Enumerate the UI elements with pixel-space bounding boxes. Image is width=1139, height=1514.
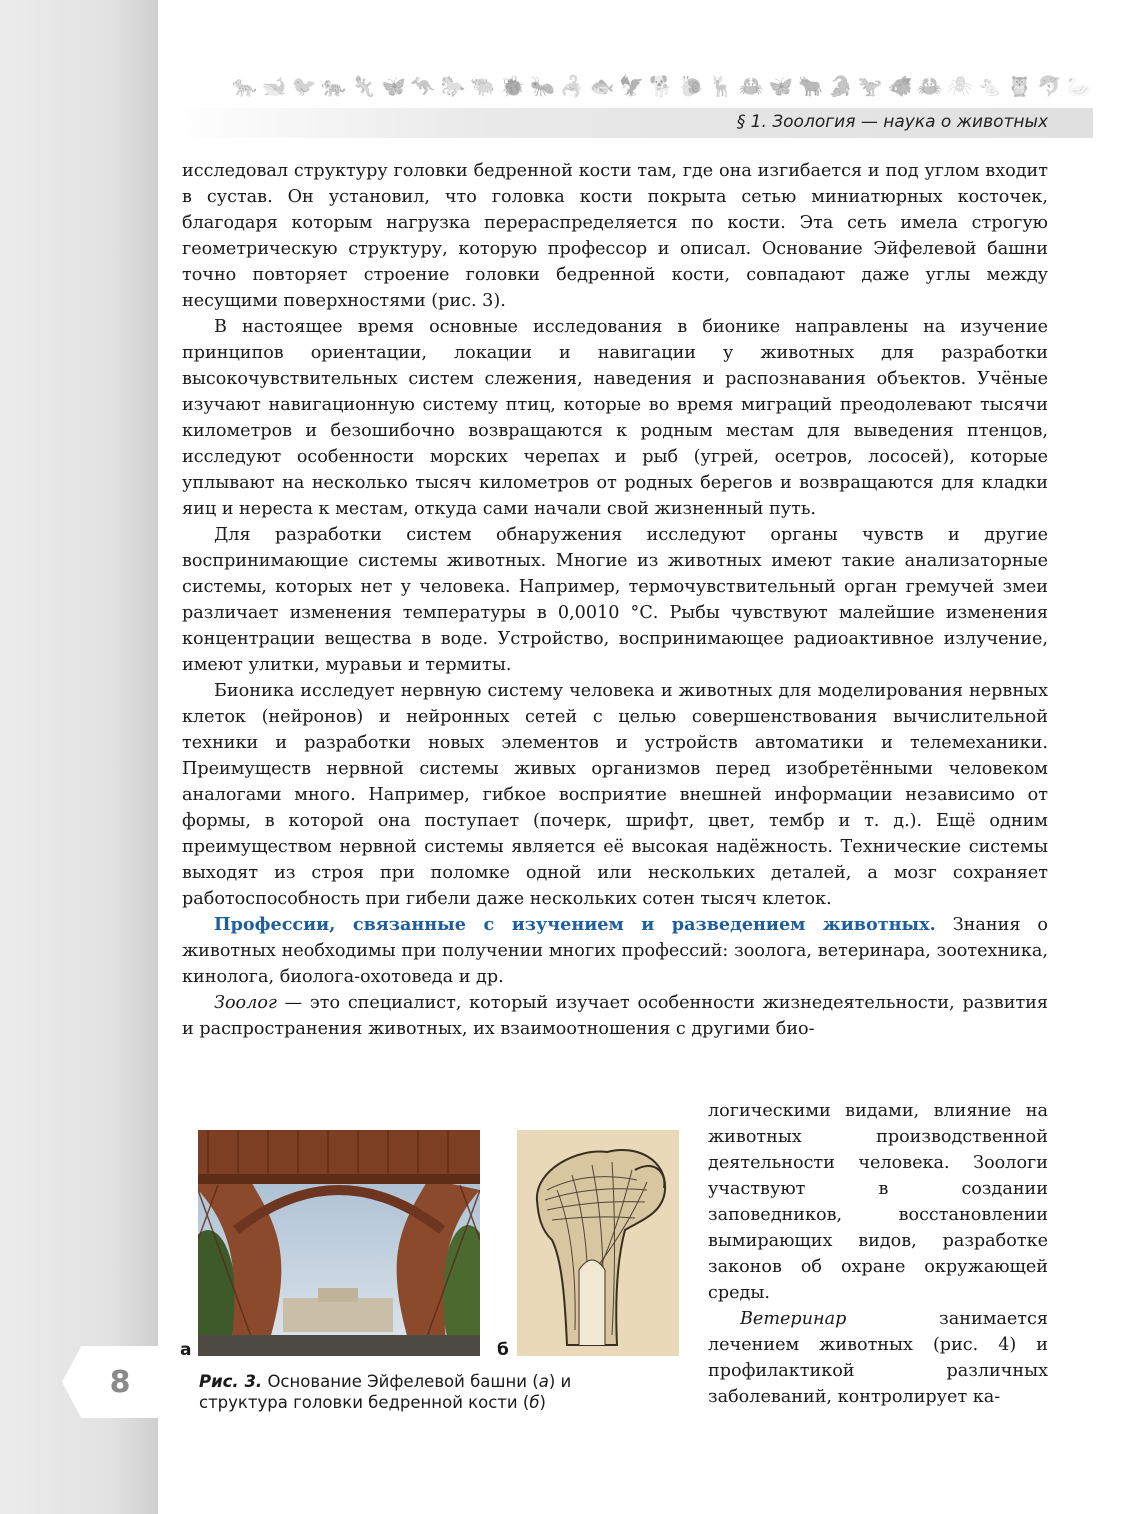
- professions-text: Знания о животных необходимы при получении многих профессий: зоолога, ветеринара, зоотехника, кинолога, биолога-охотоведа и др.: [182, 915, 1048, 987]
- figure-caption: [199, 1371, 659, 1413]
- animal-silhouette-icon: 🦋: [768, 74, 794, 98]
- animal-silhouette-icon: 🦢: [1066, 74, 1092, 98]
- animal-silhouette-icon: 🦘: [410, 74, 436, 98]
- figure-letter-a: а: [180, 1340, 192, 1360]
- animal-silhouette-icon: 🐜: [529, 74, 555, 98]
- animal-silhouette-icon: 🐬: [1037, 74, 1062, 98]
- animal-silhouette-icon: 🐁: [977, 74, 1003, 98]
- eiffel-tower-illustration: [198, 1130, 480, 1356]
- animal-silhouette-icon: 🦀: [917, 74, 943, 98]
- zoolog-wrap-text: логическими видами, влияние на животных производственной деятельности человека. Зоологи участвуют в создании заповедников, восстановлении вымирающих видов, разработке законов об охране окружающей среды.: [708, 1101, 1048, 1303]
- animal-silhouettes-strip: [232, 72, 1092, 100]
- zoolog-term: Зоолог: [214, 993, 277, 1013]
- caption-part-2: ) и структура головки бедренной кости (: [199, 1372, 572, 1412]
- caption-label: Рис. 3.: [199, 1372, 263, 1391]
- page-number: 8: [109, 1364, 131, 1400]
- animal-silhouette-icon: 🐃: [470, 74, 496, 98]
- animal-silhouette-icon: 🐕: [649, 74, 675, 98]
- animal-silhouette-icon: 🦖: [857, 74, 883, 98]
- animal-silhouette-icon: 🦂: [559, 74, 585, 98]
- animal-silhouette-icon: 🐗: [887, 74, 913, 98]
- paragraph-veterinar: [708, 1306, 1048, 1410]
- animal-silhouette-icon: 🐟: [589, 74, 615, 98]
- animal-silhouette-icon: 🐋: [261, 74, 287, 98]
- animal-silhouette-icon: 🦌: [708, 74, 734, 98]
- femur-head-illustration: [517, 1130, 679, 1356]
- eiffel-tower-photo: [198, 1130, 480, 1356]
- professions-heading: Профессии, связанные с изучением и разведением животных.: [214, 914, 936, 935]
- animal-silhouette-icon: 🐆: [232, 74, 257, 98]
- animal-silhouette-icon: 🐞: [500, 74, 526, 98]
- section-title: § 1. Зоология — наука о животных: [736, 112, 1048, 132]
- animal-silhouette-icon: 🦀: [738, 74, 764, 98]
- caption-part-3: ): [539, 1393, 546, 1412]
- animal-silhouette-icon: 🐊: [827, 74, 853, 98]
- animal-silhouette-icon: 🐅: [321, 74, 347, 98]
- animal-silhouette-icon: 🐂: [798, 74, 824, 98]
- veterinar-term: Ветеринар: [740, 1309, 847, 1329]
- animal-silhouette-icon: 🐌: [678, 74, 704, 98]
- zoolog-text: — это специалист, который изучает особенности жизнедеятельности, развития и распространения животных, их взаимоотношения с другими био-: [182, 993, 1048, 1039]
- animal-silhouette-icon: 🦅: [619, 74, 645, 98]
- veterinar-text: занимается лечением животных (рис. 4) и профилактикой различных заболеваний, контролирует ка-: [708, 1309, 1048, 1407]
- animal-silhouette-icon: 🦉: [1007, 74, 1033, 98]
- body-text: [182, 158, 1048, 1042]
- animal-silhouette-icon: 🦎: [351, 74, 377, 98]
- paragraph-4: Бионика исследует нервную систему человека и животных для моделирования нервных клеток (нейронов) и нейронных сетей с целью совершенствования вычислительной техники и разработки новых элементов и устройств автоматики и телемеханики. Преимуществ нервной системы живых организмов перед изобретёнными человеком аналогами много. Например, гибкое восприятие внешней информации независимо от формы, в которой она поступает (почерк, шрифт, цвет, тембр и т. д.). Ещё одним преимуществом нервной системы является её высокая надёжность. Технические системы выходят из строя при поломке одной или нескольких деталей, а мозг сохраняет работоспособность при гибели даже нескольких сотен тысяч клеток.: [182, 681, 1048, 909]
- femur-head-drawing: [517, 1130, 679, 1356]
- left-margin-band: [0, 0, 158, 1514]
- animal-silhouette-icon: 🦋: [380, 74, 406, 98]
- animal-silhouette-icon: 🕷: [947, 74, 973, 98]
- animal-silhouette-icon: 🐦: [291, 74, 317, 98]
- animal-silhouette-icon: 🐎: [440, 74, 466, 98]
- caption-part-1: Основание Эйфелевой башни (: [262, 1372, 539, 1391]
- caption-a: а: [538, 1372, 549, 1391]
- figure-letter-b: б: [497, 1340, 509, 1360]
- wrapped-text-column: [708, 1098, 1048, 1410]
- paragraph-3: Для разработки систем обнаружения исследуют органы чувств и другие воспринимающие системы животных. Многие из животных имеют такие анализаторные системы, которых нет у человека. Например, термочувствительный орган гремучей змеи различает изменения температуры в 0,0010 °С. Рыбы чувствуют малейшие изменения концентрации вещества в воде. Устройство, воспринимающее радиоактивное излучение, имеют улитки, муравьи и термиты.: [182, 525, 1048, 675]
- paragraph-2: В настоящее время основные исследования в бионике направлены на изучение принципов ориентации, локации и навигации у животных для разработки высокочувствительных систем слежения, наведения и распознавания объектов. Учёные изучают навигационную систему птиц, которые во время миграций преодолевают тысячи километров и безошибочно возвращаются к родным местам для выведения птенцов, исследуют особенности морских черепах и рыб (угрей, осетров, лососей), которые уплывают на несколько тысяч километров от родных берегов и возвращаются для кладки яиц и нереста к местам, откуда сами начали свой жизненный путь.: [182, 317, 1048, 519]
- running-head: [165, 108, 1093, 138]
- paragraph-professions: [182, 912, 1048, 990]
- paragraph-zoolog: [182, 990, 1048, 1042]
- paragraph-1: исследовал структуру головки бедренной кости там, где она изгибается и под углом входит в сустав. Он установил, что головка кости покрыта сетью миниатюрных косточек, благодаря которым нагрузка перераспределяется по кости. Эта сеть имела строгую геометрическую структуру, которую профессор и описал. Основание Эйфелевой башни точно повторяет строение головки бедренной кости, совпадают даже углы между несущими поверхностями (рис. 3).: [182, 161, 1048, 311]
- caption-b: б: [529, 1393, 540, 1412]
